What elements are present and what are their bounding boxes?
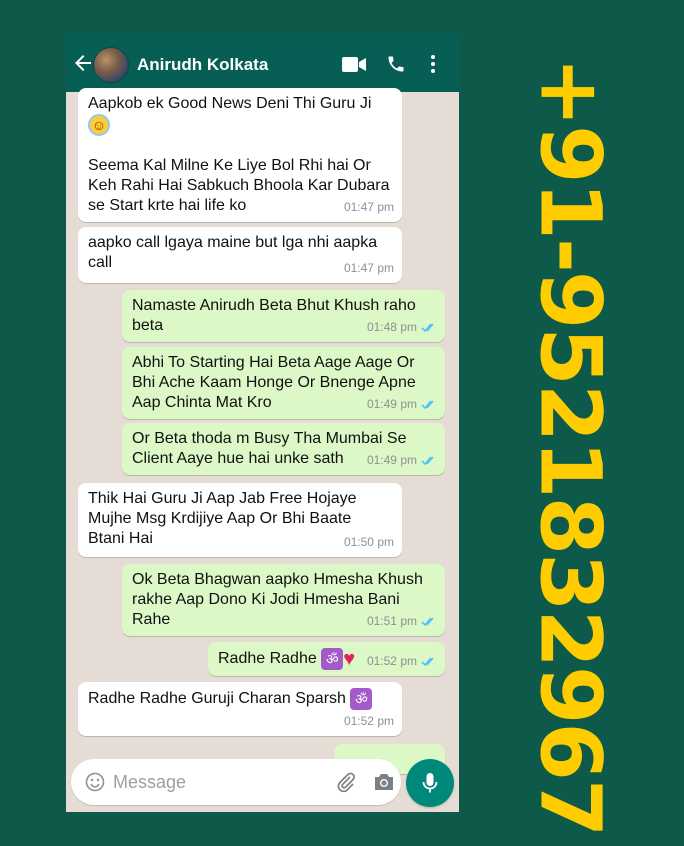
message-time: 01:50 pm (343, 535, 394, 549)
message-meta: 01:49 pm (367, 394, 437, 414)
mic-icon (420, 771, 440, 795)
message-text: Radhe Radhe Guruji Charan Sparsh ॐ (88, 688, 392, 710)
mic-button[interactable] (406, 759, 454, 807)
message-outgoing[interactable] (122, 290, 445, 342)
camera-icon[interactable] (373, 773, 395, 791)
message-outgoing[interactable] (122, 423, 445, 475)
message-list (66, 92, 459, 752)
emoji-icon[interactable] (85, 772, 105, 792)
message-text: Radhe Radhe ॐ ♥ (218, 648, 356, 670)
message-incoming[interactable] (78, 227, 402, 283)
message-text: Thik Hai Guru Ji Aap Jab Free Hojaye Mujhe Msg Krdijiye Aap Or Bhi Baate Btani Hai (88, 490, 362, 547)
attach-clip-icon[interactable] (336, 771, 356, 793)
message-incoming[interactable] (78, 483, 402, 557)
message-time: 01:47 pm (343, 200, 394, 214)
om-emoji-icon: ॐ (350, 688, 372, 710)
message-outgoing[interactable] (208, 642, 445, 676)
read-ticks-icon (421, 399, 437, 410)
more-menu-icon[interactable] (429, 54, 437, 74)
halo-emoji-icon: ☺ (88, 114, 110, 136)
read-ticks-icon (421, 322, 437, 333)
read-ticks-icon (421, 455, 437, 466)
voice-call-icon[interactable] (386, 54, 406, 74)
back-arrow-icon[interactable] (73, 53, 93, 73)
message-time: 01:47 pm (343, 261, 394, 275)
message-text: aapko call lgaya maine but lga nhi aapka call (88, 234, 382, 271)
message-text: Namaste Anirudh Beta Bhut Khush raho beta (132, 297, 421, 334)
message-text: Or Beta thoda m Busy Tha Mumbai Se Client Aaye hue hai unke sath (132, 430, 411, 467)
phone-number-overlay (470, 56, 670, 836)
message-time: 01:52 pm (343, 714, 394, 728)
message-input[interactable]: Message (113, 772, 187, 792)
message-meta: 01:48 pm (367, 317, 437, 337)
read-ticks-icon (421, 616, 437, 627)
heart-emoji-icon: ♥ (343, 648, 356, 670)
chat-header (66, 34, 459, 92)
om-emoji-icon: ॐ (321, 648, 343, 670)
message-composer[interactable] (71, 759, 401, 805)
message-text-line: Seema Kal Milne Ke Liye Bol Rhi hai Or Keh Rahi Hai Sabkuch Bhoola Kar Dubara se Start krte hai life ko (88, 157, 394, 214)
message-text: Abhi To Starting Hai Beta Aage Aage Or Bhi Ache Kaam Honge Or Bnenge Apne Aap Chinta Mat Kro (132, 354, 420, 411)
message-meta: 01:49 pm (367, 450, 437, 470)
message-outgoing[interactable] (122, 347, 445, 419)
message-incoming[interactable] (78, 682, 402, 736)
message-text: Aapkob ek Good News Deni Thi Guru Ji ☺ Seema Kal Milne Ke Liye Bol Rhi hai Or Keh Rahi Hai Sabkuch Bhoola Kar Dubara se Start krte hai life ko (88, 95, 394, 214)
message-incoming[interactable] (78, 88, 402, 222)
message-outgoing[interactable] (122, 564, 445, 636)
contact-name[interactable]: Anirudh Kolkata (137, 55, 269, 74)
phone-number-text: +91-9521832967 (521, 56, 619, 836)
message-text: Ok Beta Bhagwan aapko Hmesha Khush rakhe Aap Dono Ki Jodi Hmesha Bani Rahe (132, 571, 428, 628)
video-call-icon[interactable] (342, 56, 366, 73)
message-meta: 01:51 pm (367, 611, 437, 631)
read-ticks-icon (421, 656, 437, 667)
whatsapp-chat-screen (66, 34, 459, 812)
avatar[interactable] (93, 47, 129, 83)
message-meta: 01:52 pm (367, 651, 437, 671)
